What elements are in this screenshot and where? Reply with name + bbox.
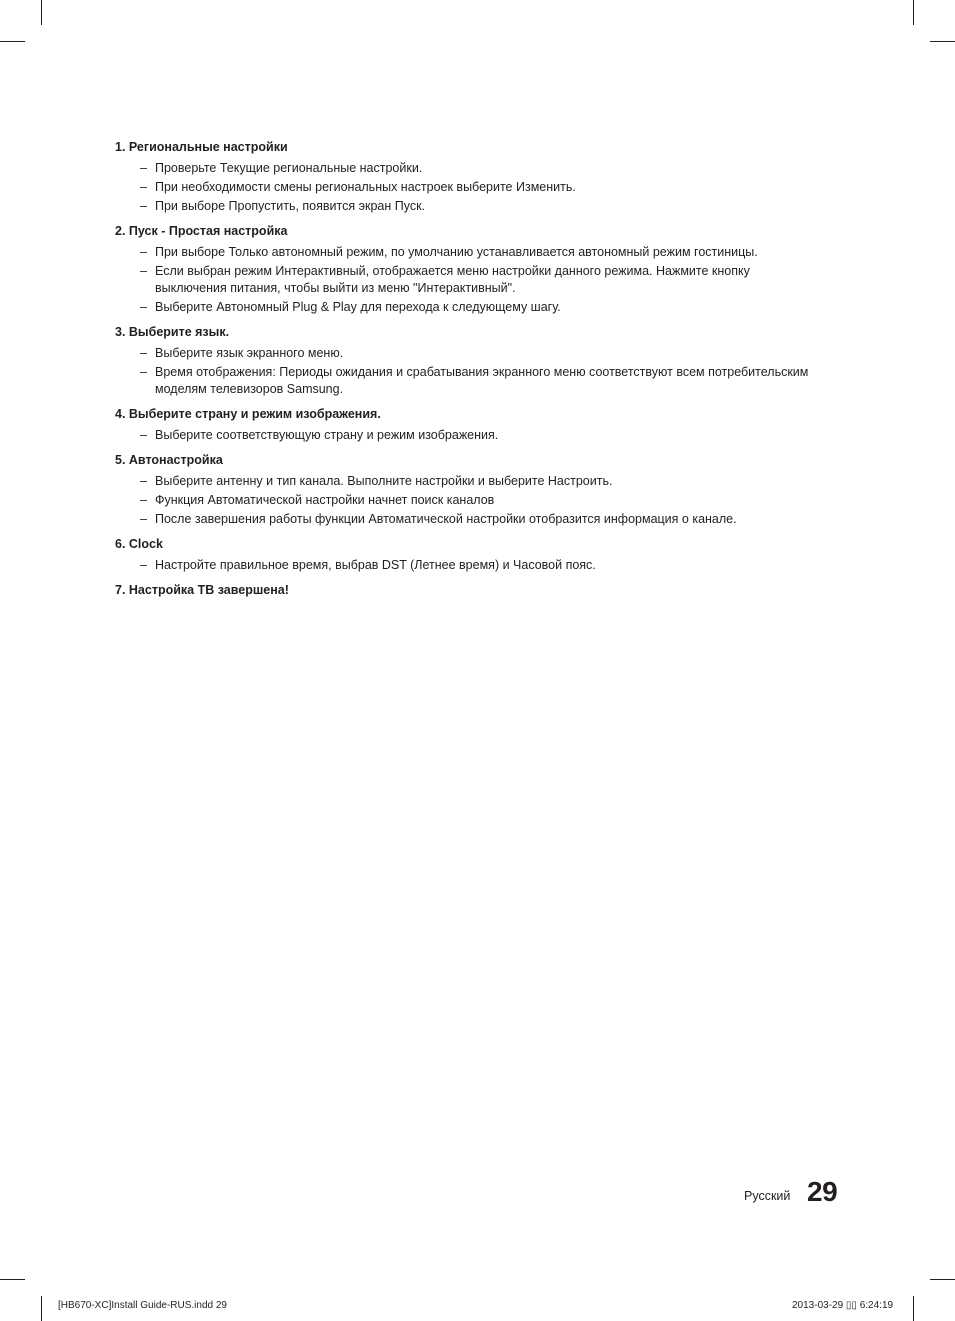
step-item-text: При выборе Пропустить, появится экран Пуск. <box>155 199 426 213</box>
slug-datetime: 2013-03-29 ▯▯ 6:24:19 <box>792 1300 894 1311</box>
step-title: 3. Выберите язык. <box>115 325 230 339</box>
crop-mark-bottom-right-vertical <box>913 1296 914 1321</box>
step-title: 5. Автонастройка <box>115 453 223 467</box>
step-item <box>115 299 815 316</box>
step-item-text: Проверьте Текущие региональные настройки. <box>155 161 423 175</box>
dash-bullet: – <box>140 245 147 259</box>
dash-bullet: – <box>140 558 147 572</box>
step-items <box>115 244 815 316</box>
dash-bullet: – <box>140 300 147 314</box>
step-item <box>115 198 815 215</box>
dash-bullet: – <box>140 474 147 488</box>
step-section <box>115 536 815 574</box>
step-section <box>115 139 815 215</box>
crop-mark-bottom-left-horizontal <box>0 1279 25 1280</box>
setup-steps <box>115 139 815 607</box>
step-section <box>115 406 815 444</box>
step-items <box>115 345 815 398</box>
step-items <box>115 557 815 574</box>
footer-language: Русский <box>744 1189 791 1203</box>
step-item <box>115 473 815 490</box>
step-item <box>115 263 815 297</box>
step-item-text: Выберите Автономный Plug & Play для перехода к следующему шагу. <box>155 300 561 314</box>
page-number: 29 <box>807 1176 838 1207</box>
crop-mark-bottom-right-horizontal <box>930 1279 955 1280</box>
step-item <box>115 160 815 177</box>
crop-mark-top-right-vertical <box>913 0 914 25</box>
step-item-text: Функция Автоматической настройки начнет поиск каналов <box>155 493 495 507</box>
step-item <box>115 364 815 398</box>
step-section <box>115 223 815 316</box>
crop-mark-bottom-left-vertical <box>41 1296 42 1321</box>
dash-bullet: – <box>140 161 147 175</box>
crop-mark-top-left-vertical <box>41 0 42 25</box>
slug-file-info: [HB670-XC]Install Guide-RUS.indd 29 <box>58 1300 227 1311</box>
dash-bullet: – <box>140 264 147 278</box>
crop-mark-top-right-horizontal <box>930 41 955 42</box>
step-item <box>115 244 815 261</box>
step-item-text: Время отображения: Периоды ожидания и срабатывания экранного меню соответствуют всем потребительским моделям телевизоров Samsung. <box>155 365 809 396</box>
dash-bullet: – <box>140 493 147 507</box>
step-section <box>115 582 815 599</box>
step-item-text: Если выбран режим Интерактивный, отображается меню настройки данного режима. Нажмите кнопку выключения питания, чтобы выйти из меню "Интерактивный". <box>155 264 750 295</box>
step-item <box>115 427 815 444</box>
step-item <box>115 179 815 196</box>
step-items <box>115 160 815 215</box>
step-section <box>115 452 815 528</box>
step-item-text: Настройте правильное время, выбрав DST (Летнее время) и Часовой пояс. <box>155 558 596 572</box>
step-item-text: Выберите антенну и тип канала. Выполните настройки и выберите Настроить. <box>155 474 613 488</box>
step-item-text: Выберите соответствующую страну и режим изображения. <box>155 428 499 442</box>
step-item-text: Выберите язык экранного меню. <box>155 346 344 360</box>
step-items <box>115 473 815 528</box>
step-item <box>115 492 815 509</box>
dash-bullet: – <box>140 346 147 360</box>
dash-bullet: – <box>140 512 147 526</box>
step-title: 2. Пуск - Простая настройка <box>115 224 288 238</box>
step-title: 7. Настройка ТВ завершена! <box>115 583 289 597</box>
step-item <box>115 511 815 528</box>
crop-mark-top-left-horizontal <box>0 41 25 42</box>
step-item <box>115 557 815 574</box>
dash-bullet: – <box>140 199 147 213</box>
step-title: 6. Clock <box>115 537 163 551</box>
dash-bullet: – <box>140 180 147 194</box>
step-items <box>115 427 815 444</box>
dash-bullet: – <box>140 365 147 379</box>
step-title: 1. Региональные настройки <box>115 140 288 154</box>
step-title: 4. Выберите страну и режим изображения. <box>115 407 381 421</box>
step-section <box>115 324 815 398</box>
dash-bullet: – <box>140 428 147 442</box>
step-item-text: При необходимости смены региональных настроек выберите Изменить. <box>155 180 576 194</box>
step-item-text: При выборе Только автономный режим, по умолчанию устанавливается автономный режим гостиницы. <box>155 245 758 259</box>
step-item <box>115 345 815 362</box>
step-item-text: После завершения работы функции Автоматической настройки отобразится информация о канале. <box>155 512 737 526</box>
